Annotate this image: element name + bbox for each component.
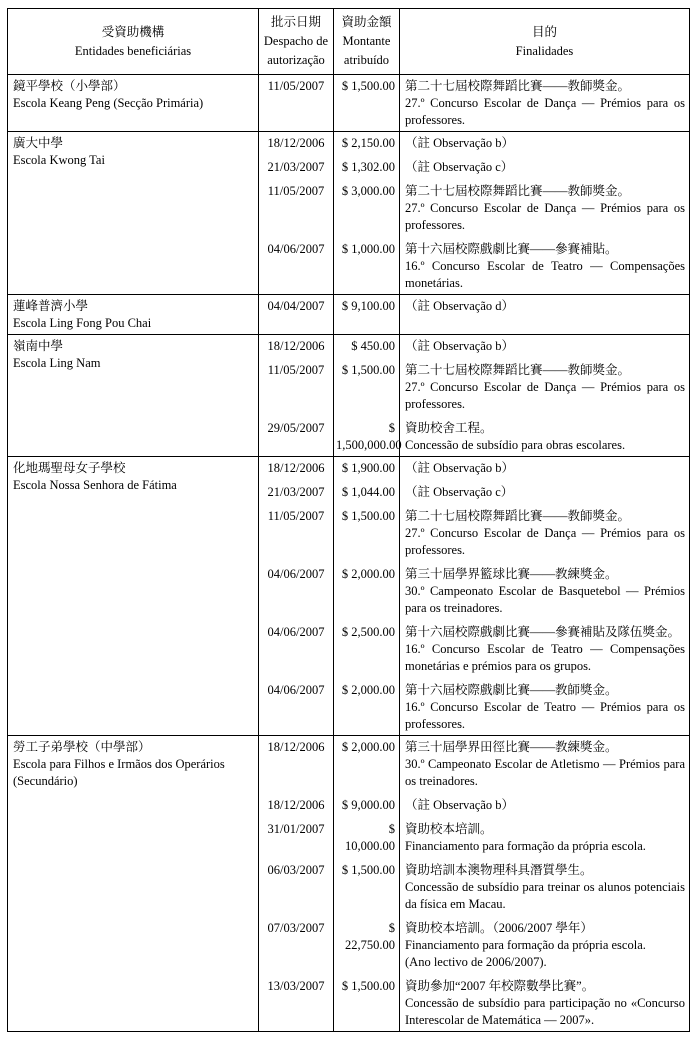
purpose-cell xyxy=(400,503,690,561)
purpose-cell xyxy=(400,335,690,358)
purpose-line: 第十六屆校際戲劇比賽——教師獎金。 xyxy=(405,683,618,697)
purpose-cell xyxy=(400,915,690,973)
purpose-cell xyxy=(400,792,690,816)
authorization-date: 13/03/2007 xyxy=(259,973,334,1032)
purpose-line: 16.º Concurso Escolar de Teatro — Compensações monetárias. xyxy=(405,259,685,290)
grant-amount: $ 1,500,000.00 xyxy=(334,415,400,457)
purpose-cell xyxy=(400,973,690,1032)
entity-cell xyxy=(8,457,259,736)
grant-amount: $ 10,000.00 xyxy=(334,816,400,857)
authorization-date: 04/06/2007 xyxy=(259,236,334,295)
grant-amount: $ 1,500.00 xyxy=(334,75,400,132)
purpose-line: 第三十屆學界籃球比賽——教練獎金。 xyxy=(405,567,618,581)
purpose-cell xyxy=(400,816,690,857)
purpose-cell xyxy=(400,857,690,915)
purpose-cell xyxy=(400,178,690,236)
purpose-line: 第二十七屆校際舞蹈比賽——教師獎金。 xyxy=(405,79,631,93)
entity-name-line: 廣大中學 xyxy=(13,136,64,150)
grant-amount: $ 1,000.00 xyxy=(334,236,400,295)
purpose-line: 30.º Campeonato Escolar de Atletismo — Prémios para os treinadores. xyxy=(405,757,685,788)
purpose-cell xyxy=(400,415,690,457)
authorization-date: 04/06/2007 xyxy=(259,561,334,619)
entity-name-line: Escola Ling Nam xyxy=(13,356,101,370)
authorization-date: 11/05/2007 xyxy=(259,357,334,415)
purpose-line: 資助校舍工程。 xyxy=(405,421,493,435)
grant-amount: $ 1,302.00 xyxy=(334,154,400,178)
authorization-date: 21/03/2007 xyxy=(259,154,334,178)
authorization-date: 18/12/2006 xyxy=(259,457,334,480)
entity-name-line: (Secundário) xyxy=(13,774,78,788)
purpose-cell xyxy=(400,736,690,793)
authorization-date: 11/05/2007 xyxy=(259,75,334,132)
entity-name-line: 鏡平學校（小學部） xyxy=(13,79,126,93)
grant-amount: $ 9,100.00 xyxy=(334,295,400,335)
entity-cell xyxy=(8,335,259,457)
purpose-line: （註 Observação b） xyxy=(405,339,514,353)
purpose-cell xyxy=(400,75,690,132)
purpose-line: (Ano lectivo de 2006/2007). xyxy=(405,955,547,969)
purpose-line: 第二十七屆校際舞蹈比賽——教師獎金。 xyxy=(405,363,631,377)
header-row xyxy=(8,9,690,75)
purpose-line: 第二十七屆校際舞蹈比賽——教師獎金。 xyxy=(405,184,631,198)
grant-amount: $ 450.00 xyxy=(334,335,400,358)
header-amount-pt-1: Montante xyxy=(342,34,391,48)
grant-amount: $ 3,000.00 xyxy=(334,178,400,236)
header-amount-pt-2: atribuído xyxy=(343,53,390,67)
grant-amount: $ 22,750.00 xyxy=(334,915,400,973)
grant-entry-row xyxy=(8,295,690,335)
authorization-date: 04/06/2007 xyxy=(259,677,334,736)
authorization-date: 04/04/2007 xyxy=(259,295,334,335)
purpose-line: Financiamento para formação da própria escola. xyxy=(405,839,646,853)
purpose-line: 資助參加“2007 年校際數學比賽”。 xyxy=(405,979,595,993)
grant-amount: $ 1,500.00 xyxy=(334,503,400,561)
purpose-cell xyxy=(400,154,690,178)
grant-amount: $ 2,000.00 xyxy=(334,736,400,793)
header-date-pt-1: Despacho de xyxy=(263,34,329,48)
authorization-date: 07/03/2007 xyxy=(259,915,334,973)
grant-entry-row xyxy=(8,457,690,480)
authorization-date: 04/06/2007 xyxy=(259,619,334,677)
purpose-line: 資助校本培訓。（2006/2007 學年） xyxy=(405,921,593,935)
entity-name-line: 嶺南中學 xyxy=(13,339,64,353)
header-purpose xyxy=(400,9,690,75)
grant-entry-row xyxy=(8,132,690,155)
entity-name-line: 勞工子弟學校（中學部） xyxy=(13,740,151,754)
grant-table xyxy=(7,8,690,1032)
purpose-line: 第二十七屆校際舞蹈比賽——教師獎金。 xyxy=(405,509,631,523)
authorization-date: 21/03/2007 xyxy=(259,479,334,503)
purpose-line: 資助培訓本澳物理科具潛質學生。 xyxy=(405,863,593,877)
entity-name-line: Escola Ling Fong Pou Chai xyxy=(13,316,152,330)
purpose-line: 16.º Concurso Escolar de Teatro — Compensações monetárias e prémios para os grupos. xyxy=(405,642,685,673)
purpose-line: 第十六屆校際戲劇比賽——參賽補貼及隊伍獎金。 xyxy=(405,625,681,639)
authorization-date: 06/03/2007 xyxy=(259,857,334,915)
purpose-line: （註 Observação d） xyxy=(405,299,514,313)
entity-name-line: Escola Keang Peng (Secção Primária) xyxy=(13,96,204,110)
purpose-line: Concessão de subsídio para participação no «Concurso Interescolar de Matemática — 2007». xyxy=(405,996,685,1027)
entity-name-line: Escola para Filhos e Irmãos dos Operários xyxy=(13,757,225,771)
authorization-date: 11/05/2007 xyxy=(259,178,334,236)
purpose-cell xyxy=(400,295,690,335)
purpose-line: Concessão de subsídio para treinar os alunos potenciais da física em Macau. xyxy=(405,880,685,911)
purpose-line: 第三十屆學界田徑比賽——教練獎金。 xyxy=(405,740,618,754)
header-date-zh: 批示日期 xyxy=(270,15,321,29)
entity-name-line: 蓮峰普濟小學 xyxy=(13,299,89,313)
entity-name-line: 化地瑪聖母女子學校 xyxy=(13,461,126,475)
purpose-line: （註 Observação c） xyxy=(405,160,514,174)
authorization-date: 18/12/2006 xyxy=(259,132,334,155)
grant-amount: $ 2,150.00 xyxy=(334,132,400,155)
entity-cell xyxy=(8,132,259,295)
purpose-cell xyxy=(400,561,690,619)
grant-amount: $ 1,044.00 xyxy=(334,479,400,503)
purpose-line: （註 Observação b） xyxy=(405,136,514,150)
purpose-line: Financiamento para formação da própria escola. xyxy=(405,938,646,952)
purpose-cell xyxy=(400,479,690,503)
purpose-line: 資助校本培訓。 xyxy=(405,822,493,836)
authorization-date: 18/12/2006 xyxy=(259,792,334,816)
entity-cell xyxy=(8,75,259,132)
header-amount xyxy=(334,9,400,75)
authorization-date: 11/05/2007 xyxy=(259,503,334,561)
grant-entry-row xyxy=(8,75,690,132)
purpose-cell xyxy=(400,457,690,480)
authorization-date: 29/05/2007 xyxy=(259,415,334,457)
authorization-date: 18/12/2006 xyxy=(259,335,334,358)
grant-amount: $ 1,500.00 xyxy=(334,973,400,1032)
purpose-cell xyxy=(400,236,690,295)
authorization-date: 18/12/2006 xyxy=(259,736,334,793)
grant-entry-row xyxy=(8,335,690,358)
purpose-line: （註 Observação b） xyxy=(405,461,514,475)
header-amount-zh: 資助金額 xyxy=(341,15,392,29)
purpose-line: 27.º Concurso Escolar de Dança — Prémios para os professores. xyxy=(405,201,685,232)
purpose-cell xyxy=(400,619,690,677)
purpose-line: （註 Observação b） xyxy=(405,798,514,812)
entity-cell xyxy=(8,295,259,335)
header-purpose-zh: 目的 xyxy=(531,24,557,39)
header-purpose-pt: Finalidades xyxy=(515,43,574,58)
header-date xyxy=(259,9,334,75)
entity-cell xyxy=(8,736,259,1032)
grant-amount: $ 1,500.00 xyxy=(334,357,400,415)
authorization-date: 31/01/2007 xyxy=(259,816,334,857)
header-entity-pt: Entidades beneficiárias xyxy=(74,43,192,58)
grant-table-body xyxy=(8,75,690,1032)
grant-entry-row xyxy=(8,736,690,793)
grant-amount: $ 2,500.00 xyxy=(334,619,400,677)
purpose-line: 第十六屆校際戲劇比賽——參賽補貼。 xyxy=(405,242,618,256)
grant-amount: $ 9,000.00 xyxy=(334,792,400,816)
purpose-line: 27.º Concurso Escolar de Dança — Prémios para os professores. xyxy=(405,380,685,411)
grant-amount: $ 2,000.00 xyxy=(334,561,400,619)
purpose-cell xyxy=(400,357,690,415)
purpose-line: Concessão de subsídio para obras escolares. xyxy=(405,438,626,452)
purpose-line: 16.º Concurso Escolar de Teatro — Prémios para os professores. xyxy=(405,700,685,731)
grant-amount: $ 1,500.00 xyxy=(334,857,400,915)
entity-name-line: Escola Nossa Senhora de Fátima xyxy=(13,478,177,492)
entity-name-line: Escola Kwong Tai xyxy=(13,153,105,167)
header-entity xyxy=(8,9,259,75)
grant-amount: $ 2,000.00 xyxy=(334,677,400,736)
header-entity-zh: 受資助機構 xyxy=(101,24,165,39)
purpose-line: （註 Observação c） xyxy=(405,485,514,499)
header-date-pt-2: autorização xyxy=(267,53,325,67)
purpose-line: 27.º Concurso Escolar de Dança — Prémios para os professores. xyxy=(405,526,685,557)
purpose-cell xyxy=(400,677,690,736)
purpose-line: 27.º Concurso Escolar de Dança — Prémios para os professores. xyxy=(405,96,685,127)
purpose-line: 30.º Campeonato Escolar de Basquetebol — Prémios para os treinadores. xyxy=(405,584,685,615)
purpose-cell xyxy=(400,132,690,155)
grant-amount: $ 1,900.00 xyxy=(334,457,400,480)
